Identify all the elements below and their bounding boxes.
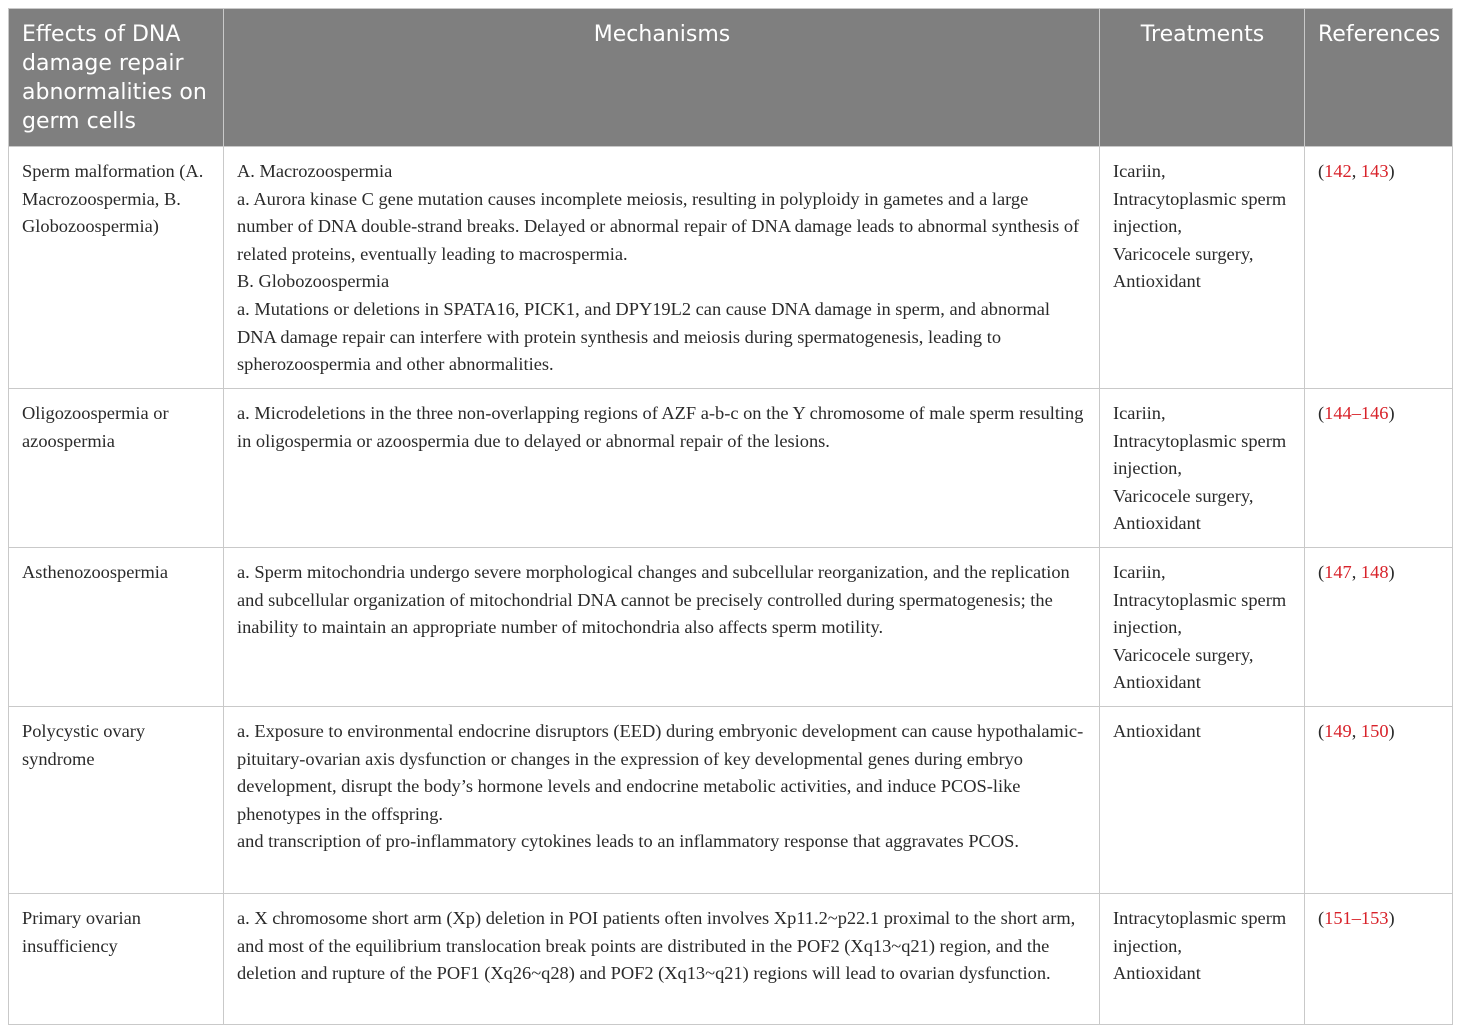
treatment-item: Icariin, [1113, 161, 1166, 181]
treatment-item: Antioxidant [1113, 271, 1201, 292]
treatment-item: Icariin, [1113, 562, 1166, 582]
references-cell [1305, 548, 1453, 707]
reference-link[interactable]: 148 [1360, 562, 1389, 582]
mechanism-line: a. X chromosome short arm (Xp) deletion in POI patients often involves Xp11.2~p22.1 proximal to the short arm, and most of the equilibrium translocation break points are distributed in the POF2 (Xq13~q21) region, and the deletion and rupture of the POF1 (Xq26~q28) and POF2 (Xq13~q21) regions will lead to ovarian dysfunction. [237, 908, 1076, 984]
references-cell [1305, 147, 1453, 389]
data-table [8, 8, 1453, 1025]
header-effects: Effects of DNA damage repair abnormalities on germ cells [9, 9, 224, 147]
ref-paren-open: ( [1318, 161, 1325, 181]
references-cell [1305, 389, 1453, 548]
mechanisms-cell [224, 389, 1100, 548]
mechanism-line: a. Aurora kinase C gene mutation causes incomplete meiosis, resulting in polyploidy in gametes and a large number of DNA double-strand breaks. Delayed or abnormal repair of DNA damage leads to abnormal synthesis of related proteins, eventually leading to macrospermia. [237, 188, 1080, 264]
table-header [9, 9, 1453, 147]
reference-link[interactable]: 147 [1324, 562, 1352, 582]
mechanisms-cell [224, 548, 1100, 707]
treatments-cell [1100, 389, 1305, 548]
table-row [9, 707, 1453, 894]
ref-paren-open: ( [1318, 562, 1325, 582]
mechanism-line: and transcription of pro-inflammatory cytokines leads to an inflammatory response that aggravates PCOS. [237, 831, 1019, 852]
ref-paren-open: ( [1318, 908, 1325, 928]
ref-separator: , [1351, 161, 1361, 181]
mechanisms-cell [224, 147, 1100, 389]
mechanism-line: a. Sperm mitochondria undergo severe morphological changes and subcellular reorganization, and the replication and subcellular organization of mitochondrial DNA cannot be precisely controlled during spermatogenesis; the inability to maintain an appropriate number of mitochondria also affects sperm motility. [237, 562, 1070, 638]
treatment-item: Intracytoplasmic sperm injection, [1113, 908, 1287, 956]
table-row [9, 894, 1453, 1025]
table-row [9, 548, 1453, 707]
mechanisms-cell [224, 894, 1100, 1025]
treatment-item: Antioxidant [1113, 672, 1201, 693]
header-mechanisms: Mechanisms [224, 9, 1100, 147]
ref-paren-close: ) [1388, 562, 1395, 582]
header-references: References [1305, 9, 1453, 147]
mechanism-line: a. Mutations or deletions in SPATA16, PICK1, and DPY19L2 can cause DNA damage in sperm, and abnormal DNA damage repair can interfere with protein synthesis and meiosis during spermatogenesis, leading to spherozoospermia and other abnormalities. [237, 298, 1051, 375]
treatments-cell [1100, 548, 1305, 707]
table-body [9, 147, 1453, 1025]
mechanism-line: A. Macrozoospermia [237, 161, 393, 181]
reference-link[interactable]: 144–146 [1324, 403, 1389, 423]
effect-cell: Polycystic ovary syndrome [9, 707, 224, 894]
treatment-item: Antioxidant [1113, 513, 1201, 534]
ref-paren-close: ) [1388, 161, 1395, 181]
reference-link[interactable]: 149 [1324, 721, 1352, 741]
treatment-item: Intracytoplasmic sperm injection, [1113, 430, 1287, 479]
treatment-item: Antioxidant [1113, 721, 1201, 741]
treatments-cell [1100, 147, 1305, 389]
table-row [9, 389, 1453, 548]
treatment-item: Antioxidant [1113, 963, 1201, 984]
references-cell [1305, 894, 1453, 1025]
treatment-item: Icariin, [1113, 403, 1166, 423]
treatments-cell [1100, 894, 1305, 1025]
reference-link[interactable]: 151–153 [1324, 908, 1389, 928]
ref-paren-open: ( [1318, 403, 1325, 423]
mechanism-line: a. Exposure to environmental endocrine disruptors (EED) during embryonic development can cause hypothalamic-pituitary-ovarian axis dysfunction or changes in the expression of key developmental genes during embryo development, disrupt the body’s hormone levels and endocrine metabolic activities, and induce PCOS-like phenotypes in the offspring. [237, 721, 1084, 824]
mechanism-line: B. Globozoospermia [237, 271, 390, 292]
ref-paren-close: ) [1388, 908, 1395, 928]
ref-paren-open: ( [1318, 721, 1325, 741]
header-row [9, 9, 1453, 147]
treatment-item: Varicocele surgery, [1113, 644, 1254, 665]
effect-cell: Sperm malformation (A. Macrozoospermia, B. Globozoospermia) [9, 147, 224, 389]
treatment-item: Varicocele surgery, [1113, 485, 1254, 506]
references-cell [1305, 707, 1453, 894]
reference-link[interactable]: 143 [1360, 161, 1389, 181]
treatment-item: Intracytoplasmic sperm injection, [1113, 188, 1287, 237]
ref-separator: , [1351, 562, 1361, 582]
header-treatments: Treatments [1100, 9, 1305, 147]
treatments-cell [1100, 707, 1305, 894]
treatment-item: Intracytoplasmic sperm injection, [1113, 589, 1287, 638]
reference-link[interactable]: 150 [1360, 721, 1389, 741]
mechanism-line: a. Microdeletions in the three non-overlapping regions of AZF a-b-c on the Y chromosome of male sperm resulting in oligospermia or azoospermia due to delayed or abnormal repair of the lesions. [237, 403, 1084, 451]
treatment-item: Varicocele surgery, [1113, 243, 1254, 264]
effect-cell: Primary ovarian insufficiency [9, 894, 224, 1025]
effect-cell: Asthenozoospermia [9, 548, 224, 707]
ref-separator: , [1351, 721, 1361, 741]
ref-paren-close: ) [1388, 721, 1395, 741]
ref-paren-close: ) [1388, 403, 1395, 423]
mechanisms-cell [224, 707, 1100, 894]
effect-cell: Oligozoospermia or azoospermia [9, 389, 224, 548]
reference-link[interactable]: 142 [1324, 161, 1352, 181]
table-row [9, 147, 1453, 389]
